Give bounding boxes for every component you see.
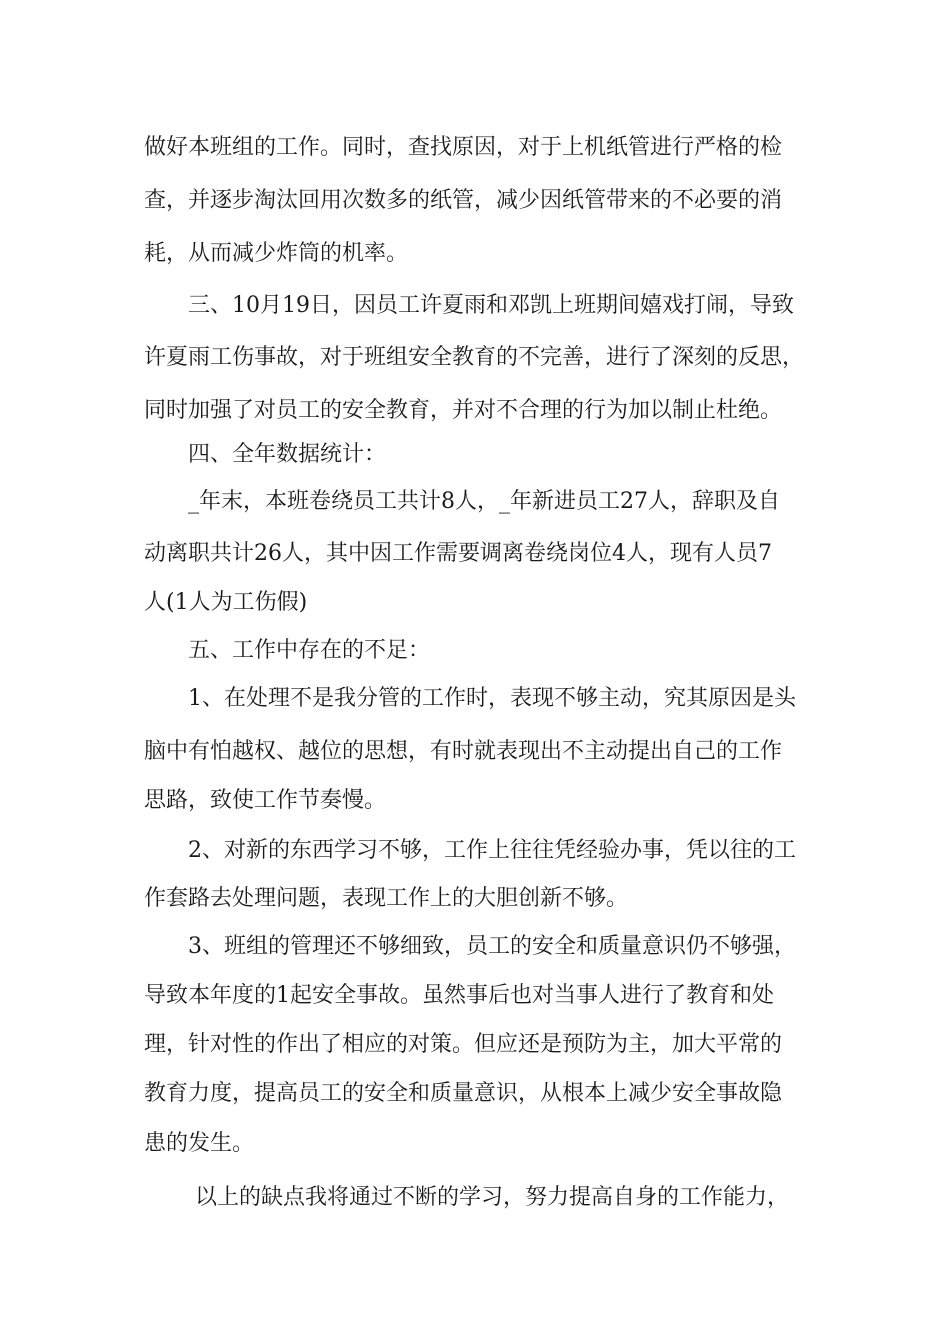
text-line: 查，并逐步淘汰回用次数多的纸管，减少因纸管带来的不必要的消 [144, 188, 783, 213]
text-line: 理，针对性的作出了相应的对策。但应还是预防为主，加大平常的 [144, 1032, 783, 1057]
text-line: 许夏雨工伤事故，对于班组安全教育的不完善，进行了深刻的反思， [144, 345, 805, 370]
text-line: 人(1人为工伤假) [144, 590, 308, 615]
text-line: 导致本年度的1起安全事故。虽然事后也对当事人进行了教育和处 [144, 983, 774, 1008]
text-line: 3、班组的管理还不够细致，员工的安全和质量意识仍不够强， [144, 934, 796, 959]
text-line: 三、10月19日，因员工许夏雨和邓凯上班期间嬉戏打闹，导致 [144, 293, 794, 318]
text-line: 同时加强了对员工的安全教育，并对不合理的行为加以制止杜绝。 [144, 398, 783, 423]
text-line: 脑中有怕越权、越位的思想，有时就表现出不主动提出自己的工作 [144, 739, 783, 764]
text-line: 作套路去处理问题，表现工作上的大胆创新不够。 [144, 886, 629, 911]
text-line: 患的发生。 [144, 1131, 255, 1156]
text-line: 动离职共计26人，其中因工作需要调离卷绕岗位4人，现有人员7 [144, 541, 772, 566]
text-line: 思路，致使工作节奏慢。 [144, 788, 387, 813]
text-line: 教育力度，提高员工的安全和质量意识，从根本上减少安全事故隐 [144, 1081, 783, 1106]
text-line: 2、对新的东西学习不够，工作上往往凭经验办事，凭以往的工 [144, 838, 796, 863]
text-line: 耗，从而减少炸筒的机率。 [144, 241, 409, 266]
text-line: 四、全年数据统计： [144, 442, 387, 467]
text-line: 五、工作中存在的不足： [144, 638, 431, 663]
text-line: _年末，本班卷绕员工共计8人，_年新进员工27人，辞职及自 [144, 489, 780, 514]
text-line: 做好本班组的工作。同时，查找原因，对于上机纸管进行严格的检 [144, 135, 783, 160]
text-line: 以上的缺点我将通过不断的学习，努力提高自身的工作能力， [144, 1185, 789, 1210]
text-line: 1、在处理不是我分管的工作时，表现不够主动，究其原因是头 [144, 686, 796, 711]
